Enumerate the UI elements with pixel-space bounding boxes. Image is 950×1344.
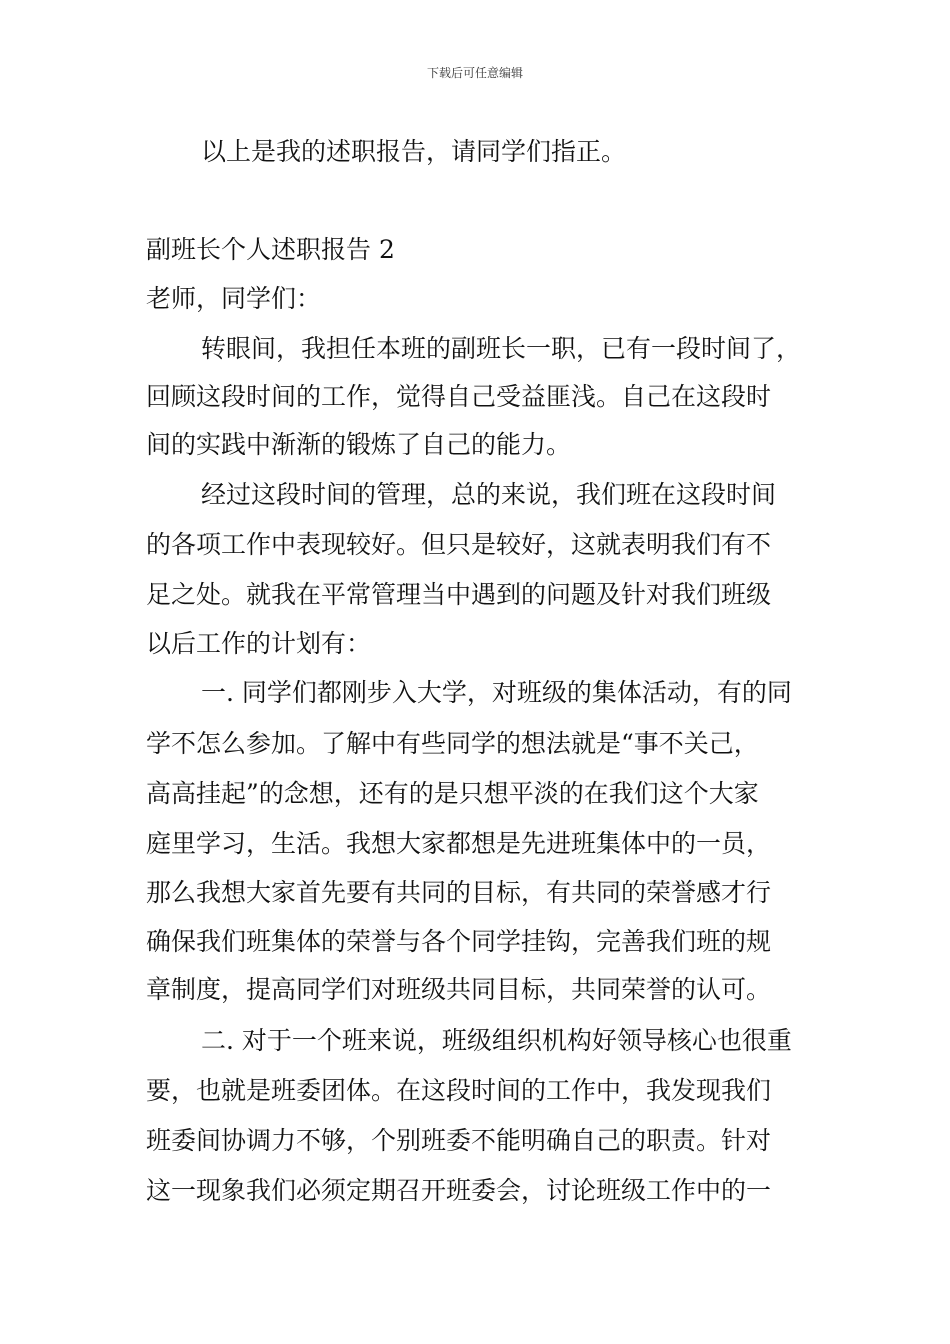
paragraph-line: 确保我们班集体的荣誉与各个同学挂钩，完善我们班的规: [146, 927, 772, 956]
paragraph-line: 回顾这段时间的工作，觉得自己受益匪浅。自己在这段时: [146, 382, 772, 411]
paragraph-line: 高高挂起”的念想，还有的是只想平淡的在我们这个大家: [146, 779, 759, 808]
paragraph-line: 一. 同学们都刚步入大学，对班级的集体活动，有的同: [201, 678, 792, 707]
paragraph-line: 足之处。就我在平常管理当中遇到的问题及针对我们班级: [146, 580, 772, 609]
paragraph-line: 班委间协调力不够，个别班委不能明确自己的职责。针对: [146, 1126, 772, 1155]
paragraph-line: 经过这段时间的管理，总的来说，我们班在这段时间: [201, 480, 777, 509]
salutation: 老师，同学们：: [146, 284, 322, 313]
paragraph-line: 庭里学习，生活。我想大家都想是先进班集体中的一员，: [146, 829, 772, 858]
paragraph-line: 转眼间，我担任本班的副班长一职，已有一段时间了，: [201, 334, 802, 363]
paragraph-line: 二. 对于一个班来说，班级组织机构好领导核心也很重: [201, 1026, 792, 1055]
paragraph-line: 那么我想大家首先要有共同的目标，有共同的荣誉感才行: [146, 878, 772, 907]
paragraph-line: 要，也就是班委团体。在这段时间的工作中，我发现我们: [146, 1076, 772, 1105]
paragraph-line: 以后工作的计划有：: [146, 629, 372, 658]
paragraph-line: 这一现象我们必须定期召开班委会，讨论班级工作中的一: [146, 1176, 772, 1205]
page-header: 下载后可任意编辑: [426, 66, 523, 80]
paragraph-line: 学不怎么参加。了解中有些同学的想法就是“事不关己，: [146, 729, 759, 758]
closing-line: 以上是我的述职报告，请同学们指正。: [201, 137, 627, 166]
paragraph-line: 间的实践中渐渐的锻炼了自己的能力。: [146, 430, 572, 459]
section-title: 副班长个人述职报告 2: [146, 235, 395, 264]
paragraph-line: 的各项工作中表现较好。但只是较好，这就表明我们有不: [146, 530, 772, 559]
paragraph-line: 章制度，提高同学们对班级共同目标，共同荣誉的认可。: [146, 975, 772, 1004]
